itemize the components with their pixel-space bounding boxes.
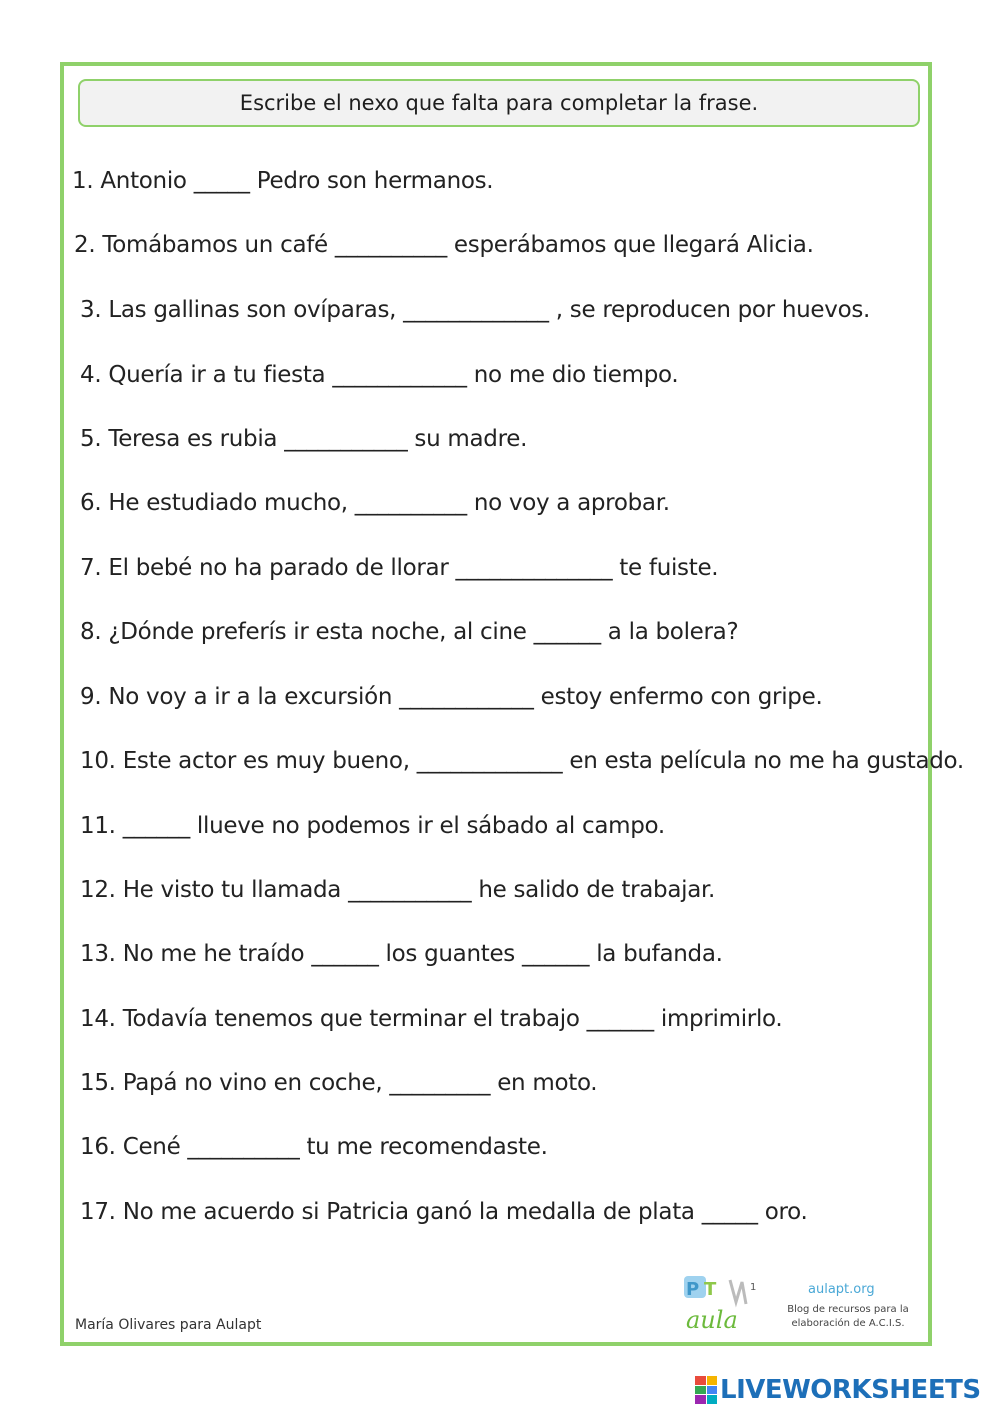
logo-description: Blog de recursos para la elaboración de A.C.I.S. <box>787 1304 909 1329</box>
exercise-item-11: 11. ______ llueve no podemos ir el sábado al campo. <box>80 813 665 839</box>
svg-text:P: P <box>686 1279 700 1300</box>
exercise-item-8: 8. ¿Dónde preferís ir esta noche, al cine ______ a la bolera? <box>80 619 739 645</box>
liveworksheets-brand <box>695 1374 981 1406</box>
exercise-item-6: 6. He estudiado mucho, __________ no voy a aprobar. <box>80 490 670 516</box>
logo-site: aulapt.org <box>808 1282 875 1297</box>
exercise-item-4: 4. Quería ir a tu fiesta ____________ no me dio tiempo. <box>80 362 679 388</box>
liveworksheets-text: LIVEWORKSHEETS <box>720 1375 981 1405</box>
exercise-item-17: 17. No me acuerdo si Patricia ganó la medalla de plata _____ oro. <box>80 1199 808 1225</box>
exercise-item-10: 10. Este actor es muy bueno, _____________ en esta película no me ha gustado. <box>80 748 964 774</box>
exercise-item-16: 16. Cené __________ tu me recomendaste. <box>80 1134 548 1160</box>
svg-text:T: T <box>704 1279 717 1300</box>
exercise-item-5: 5. Teresa es rubia ___________ su madre. <box>80 426 528 452</box>
exercise-item-3: 3. Las gallinas son ovíparas, _____________ , se reproducen por huevos. <box>80 297 871 323</box>
svg-text:aula: aula <box>686 1306 738 1334</box>
exercise-item-13: 13. No me he traído ______ los guantes ______ la bufanda. <box>80 941 723 967</box>
exercise-item-2: 2. Tomábamos un café __________ esperábamos que llegará Alicia. <box>74 232 814 258</box>
liveworksheets-icon <box>695 1376 717 1404</box>
exercise-item-12: 12. He visto tu llamada ___________ he salido de trabajar. <box>80 877 716 903</box>
exercise-item-15: 15. Papá no vino en coche, _________ en moto. <box>80 1070 598 1096</box>
exercise-item-14: 14. Todavía tenemos que terminar el trabajo ______ imprimirlo. <box>80 1006 783 1032</box>
svg-text:1: 1 <box>750 1282 757 1293</box>
aulapt-logo-icon <box>680 1272 780 1336</box>
author-credit: María Olivares para Aulapt <box>75 1317 262 1333</box>
exercise-item-1: 1. Antonio _____ Pedro son hermanos. <box>72 168 494 194</box>
exercise-item-7: 7. El bebé no ha parado de llorar ______________ te fuiste. <box>80 555 719 581</box>
exercise-item-9: 9. No voy a ir a la excursión ____________ estoy enfermo con gripe. <box>80 684 823 710</box>
instruction-text: Escribe el nexo que falta para completar la frase. <box>239 91 759 115</box>
